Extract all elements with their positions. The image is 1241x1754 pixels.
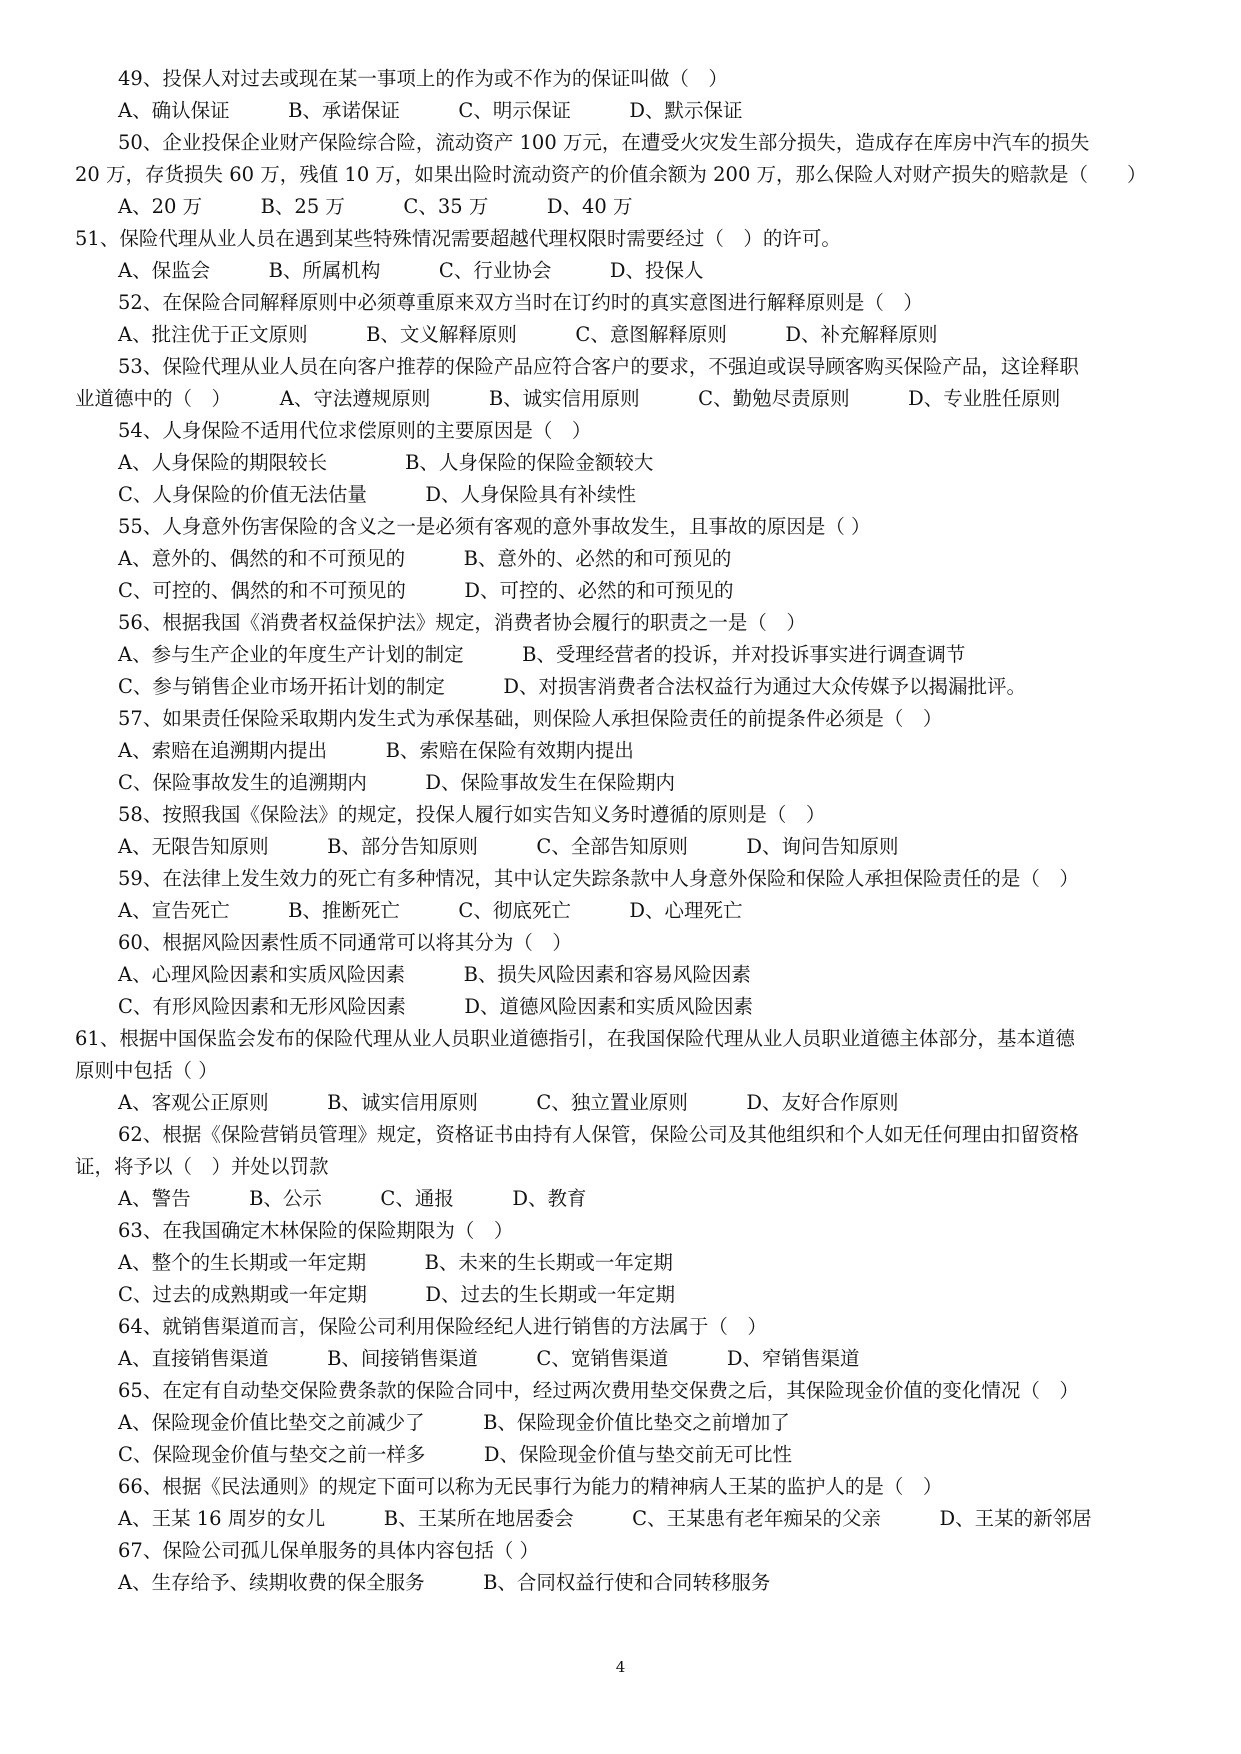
options-63-cd: C、过去的成熟期或一年定期 D、过去的生长期或一年定期 [118, 1283, 676, 1306]
options-58: A、无限告知原则 B、部分告知原则 C、全部告知原则 D、询问告知原则 [118, 835, 899, 858]
question-52: 52、在保险合同解释原则中必须尊重原来双方当时在订约时的真实意图进行解释原则是（ ） [118, 291, 923, 314]
options-52: A、批注优于正文原则 B、文义解释原则 C、意图解释原则 D、补充解释原则 [118, 323, 938, 346]
options-50: A、20 万 B、25 万 C、35 万 D、40 万 [118, 195, 633, 218]
options-55-ab: A、意外的、偶然的和不可预见的 B、意外的、必然的和可预见的 [118, 547, 732, 570]
question-50-cont: 20 万，存货损失 60 万，残值 10 万，如果出险时流动资产的价值余额为 200 万，那么保险人对财产损失的赔款是（ ） [75, 163, 1147, 186]
options-57-cd: C、保险事故发生的追溯期内 D、保险事故发生在保险期内 [118, 771, 676, 794]
options-61: A、客观公正原则 B、诚实信用原则 C、独立置业原则 D、友好合作原则 [118, 1091, 899, 1114]
options-64: A、直接销售渠道 B、间接销售渠道 C、宽销售渠道 D、窄销售渠道 [118, 1347, 860, 1370]
options-62: A、警告 B、公示 C、通报 D、教育 [118, 1187, 587, 1210]
options-51: A、保监会 B、所属机构 C、行业协会 D、投保人 [118, 259, 704, 282]
options-55-cd: C、可控的、偶然的和不可预见的 D、可控的、必然的和可预见的 [118, 579, 734, 602]
options-59: A、宣告死亡 B、推断死亡 C、彻底死亡 D、心理死亡 [118, 899, 743, 922]
options-54-ab: A、人身保险的期限较长 B、人身保险的保险金额较大 [118, 451, 654, 474]
question-53-cont: 业道德中的（ ） A、守法遵规原则 B、诚实信用原则 C、勤勉尽责原则 D、专业胜任原则 [75, 387, 1061, 410]
question-55: 55、人身意外伤害保险的含义之一是必须有客观的意外事故发生，且事故的原因是（ ） [118, 515, 871, 538]
question-62: 62、根据《保险营销员管理》规定，资格证书由持有人保管，保险公司及其他组织和个人如无任何理由扣留资格 [118, 1123, 1079, 1146]
question-67: 67、保险公司孤儿保单服务的具体内容包括（ ） [118, 1539, 540, 1562]
question-49: 49、投保人对过去或现在某一事项上的作为或不作为的保证叫做（ ） [118, 67, 728, 90]
options-67-ab: A、生存给予、续期收费的保全服务 B、合同权益行使和合同转移服务 [118, 1571, 771, 1594]
options-60-cd: C、有形风险因素和无形风险因素 D、道德风险因素和实质风险因素 [118, 995, 754, 1018]
question-58: 58、按照我国《保险法》的规定，投保人履行如实告知义务时遵循的原则是（ ） [118, 803, 826, 826]
question-51: 51、保险代理从业人员在遇到某些特殊情况需要超越代理权限时需要经过（ ）的许可。 [75, 227, 841, 250]
question-65: 65、在定有自动垫交保险费条款的保险合同中，经过两次费用垫交保费之后，其保险现金价值的变化情况（ ） [118, 1379, 1079, 1402]
options-65-cd: C、保险现金价值与垫交之前一样多 D、保险现金价值与垫交前无可比性 [118, 1443, 793, 1466]
question-62-cont: 证，将予以（ ）并处以罚款 [75, 1155, 329, 1178]
options-56-ab: A、参与生产企业的年度生产计划的制定 B、受理经营者的投诉，并对投诉事实进行调查调节 [118, 643, 966, 666]
question-54: 54、人身保险不适用代位求偿原则的主要原因是（ ） [118, 419, 592, 442]
question-57: 57、如果责任保险采取期内发生式为承保基础，则保险人承担保险责任的前提条件必须是（ ） [118, 707, 943, 730]
options-65-ab: A、保险现金价值比垫交之前减少了 B、保险现金价值比垫交之前增加了 [118, 1411, 790, 1434]
question-56: 56、根据我国《消费者权益保护法》规定，消费者协会履行的职责之一是（ ） [118, 611, 806, 634]
options-60-ab: A、心理风险因素和实质风险因素 B、损失风险因素和容易风险因素 [118, 963, 751, 986]
question-66: 66、根据《民法通则》的规定下面可以称为无民事行为能力的精神病人王某的监护人的是（ ） [118, 1475, 943, 1498]
options-49: A、确认保证 B、承诺保证 C、明示保证 D、默示保证 [118, 99, 743, 122]
options-63-ab: A、整个的生长期或一年定期 B、未来的生长期或一年定期 [118, 1251, 673, 1274]
question-59: 59、在法律上发生效力的死亡有多种情况，其中认定失踪条款中人身意外保险和保险人承担保险责任的是（ ） [118, 867, 1079, 890]
options-57-ab: A、索赔在追溯期内提出 B、索赔在保险有效期内提出 [118, 739, 634, 762]
question-61: 61、根据中国保监会发布的保险代理从业人员职业道德指引，在我国保险代理从业人员职业道德主体部分，基本道德 [75, 1027, 1075, 1050]
options-54-cd: C、人身保险的价值无法估量 D、人身保险具有补续性 [118, 483, 637, 506]
question-61-cont: 原则中包括（ ） [75, 1059, 218, 1082]
question-50: 50、企业投保企业财产保险综合险，流动资产 100 万元，在遭受火灾发生部分损失，造成存在库房中汽车的损失 [118, 131, 1090, 154]
question-53: 53、保险代理从业人员在向客户推荐的保险产品应符合客户的要求，不强迫或误导顾客购买保险产品，这诠释职 [118, 355, 1079, 378]
options-66: A、王某 16 周岁的女儿 B、王某所在地居委会 C、王某患有老年痴呆的父亲 D、王某的新邻居 [118, 1507, 1092, 1530]
question-63: 63、在我国确定木林保险的保险期限为（ ） [118, 1219, 514, 1242]
question-64: 64、就销售渠道而言，保险公司利用保险经纪人进行销售的方法属于（ ） [118, 1315, 767, 1338]
options-56-cd: C、参与销售企业市场开拓计划的制定 D、对损害消费者合法权益行为通过大众传媒予以揭漏批评。 [118, 675, 1027, 698]
page-number: 4 [615, 1658, 626, 1676]
question-60: 60、根据风险因素性质不同通常可以将其分为（ ） [118, 931, 572, 954]
